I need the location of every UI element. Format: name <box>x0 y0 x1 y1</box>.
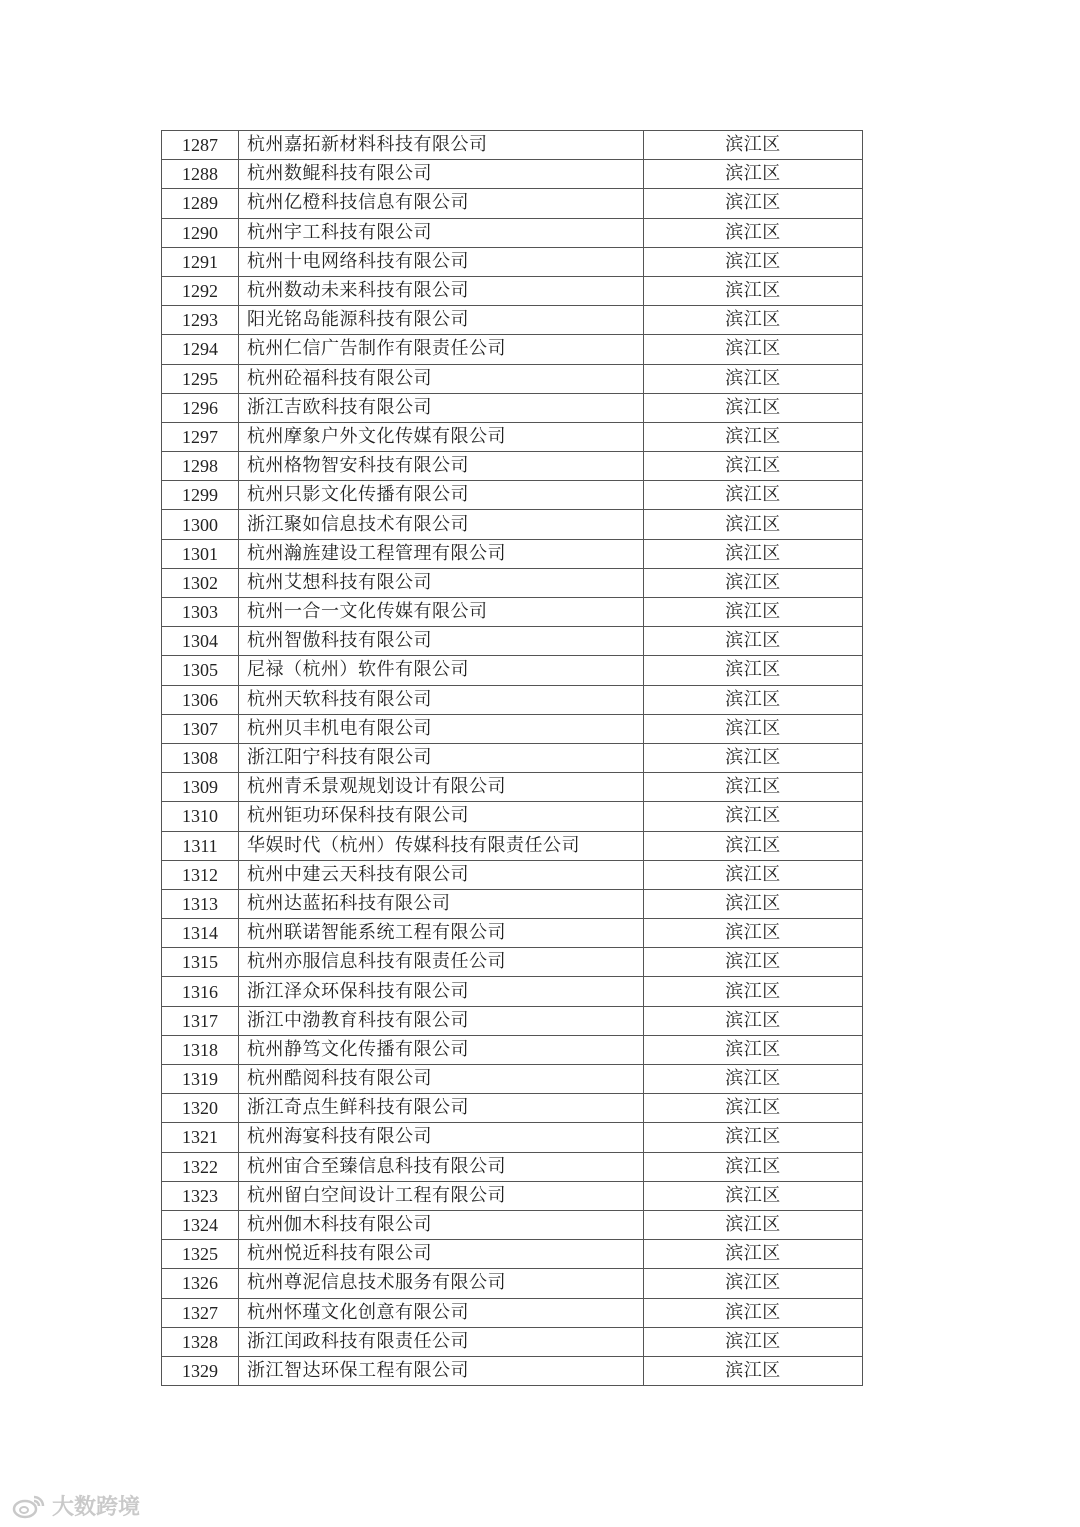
district: 滨江区 <box>644 1240 863 1269</box>
company-name: 尼禄（杭州）软件有限公司 <box>239 656 644 685</box>
district: 滨江区 <box>644 598 863 627</box>
district: 滨江区 <box>644 1065 863 1094</box>
district: 滨江区 <box>644 1269 863 1298</box>
row-number: 1303 <box>162 598 239 627</box>
district: 滨江区 <box>644 627 863 656</box>
table-row <box>162 539 863 568</box>
table-row <box>162 948 863 977</box>
company-name: 杭州酷阅科技有限公司 <box>239 1065 644 1094</box>
row-number: 1298 <box>162 452 239 481</box>
row-number: 1301 <box>162 539 239 568</box>
district: 滨江区 <box>644 1094 863 1123</box>
company-name: 杭州中建云天科技有限公司 <box>239 860 644 889</box>
table-row <box>162 160 863 189</box>
company-name: 杭州宙合至臻信息科技有限公司 <box>239 1152 644 1181</box>
district: 滨江区 <box>644 714 863 743</box>
row-number: 1325 <box>162 1240 239 1269</box>
district: 滨江区 <box>644 802 863 831</box>
row-number: 1293 <box>162 306 239 335</box>
row-number: 1328 <box>162 1327 239 1356</box>
table-row <box>162 802 863 831</box>
row-number: 1318 <box>162 1035 239 1064</box>
row-number: 1311 <box>162 831 239 860</box>
row-number: 1314 <box>162 919 239 948</box>
company-name: 浙江吉欧科技有限公司 <box>239 393 644 422</box>
district: 滨江区 <box>644 1298 863 1327</box>
row-number: 1309 <box>162 773 239 802</box>
table-row <box>162 218 863 247</box>
table-row <box>162 773 863 802</box>
company-name: 杭州智傲科技有限公司 <box>239 627 644 656</box>
company-list-table <box>161 130 863 1386</box>
company-name: 杭州格物智安科技有限公司 <box>239 452 644 481</box>
table-row <box>162 568 863 597</box>
row-number: 1288 <box>162 160 239 189</box>
row-number: 1323 <box>162 1181 239 1210</box>
company-name: 浙江聚如信息技术有限公司 <box>239 510 644 539</box>
district: 滨江区 <box>644 452 863 481</box>
table-row <box>162 860 863 889</box>
table-row <box>162 1269 863 1298</box>
table-row <box>162 131 863 160</box>
row-number: 1296 <box>162 393 239 422</box>
company-name: 浙江泽众环保科技有限公司 <box>239 977 644 1006</box>
table-row <box>162 977 863 1006</box>
row-number: 1316 <box>162 977 239 1006</box>
company-name: 杭州数鲲科技有限公司 <box>239 160 644 189</box>
row-number: 1320 <box>162 1094 239 1123</box>
table-row <box>162 306 863 335</box>
row-number: 1305 <box>162 656 239 685</box>
watermark-text: 大数跨境 <box>52 1495 141 1520</box>
company-name: 杭州十电网络科技有限公司 <box>239 247 644 276</box>
table-row <box>162 1035 863 1064</box>
company-name: 杭州静笃文化传播有限公司 <box>239 1035 644 1064</box>
row-number: 1317 <box>162 1006 239 1035</box>
row-number: 1319 <box>162 1065 239 1094</box>
district: 滨江区 <box>644 919 863 948</box>
row-number: 1312 <box>162 860 239 889</box>
table-row <box>162 1210 863 1239</box>
row-number: 1302 <box>162 568 239 597</box>
table-row <box>162 1356 863 1385</box>
company-name: 杭州怀瑾文化创意有限公司 <box>239 1298 644 1327</box>
district: 滨江区 <box>644 539 863 568</box>
row-number: 1307 <box>162 714 239 743</box>
company-name: 浙江阳宁科技有限公司 <box>239 743 644 772</box>
company-name: 杭州摩象户外文化传媒有限公司 <box>239 422 644 451</box>
company-name: 浙江闰政科技有限责任公司 <box>239 1327 644 1356</box>
company-name: 杭州海宴科技有限公司 <box>239 1123 644 1152</box>
company-name: 杭州艾想科技有限公司 <box>239 568 644 597</box>
row-number: 1329 <box>162 1356 239 1385</box>
table-row <box>162 743 863 772</box>
table-row <box>162 919 863 948</box>
district: 滨江区 <box>644 510 863 539</box>
row-number: 1290 <box>162 218 239 247</box>
row-number: 1295 <box>162 364 239 393</box>
company-name: 杭州伽木科技有限公司 <box>239 1210 644 1239</box>
table-row <box>162 335 863 364</box>
district: 滨江区 <box>644 1035 863 1064</box>
row-number: 1313 <box>162 889 239 918</box>
district: 滨江区 <box>644 948 863 977</box>
table-row <box>162 247 863 276</box>
row-number: 1308 <box>162 743 239 772</box>
company-name: 杭州宇工科技有限公司 <box>239 218 644 247</box>
row-number: 1297 <box>162 422 239 451</box>
company-name: 杭州联诺智能系统工程有限公司 <box>239 919 644 948</box>
company-name: 杭州只影文化传播有限公司 <box>239 481 644 510</box>
table-row <box>162 1006 863 1035</box>
company-name: 华娱时代（杭州）传媒科技有限责任公司 <box>239 831 644 860</box>
table-row <box>162 1065 863 1094</box>
district: 滨江区 <box>644 1123 863 1152</box>
district: 滨江区 <box>644 656 863 685</box>
district: 滨江区 <box>644 1356 863 1385</box>
company-name: 杭州仁信广告制作有限责任公司 <box>239 335 644 364</box>
district: 滨江区 <box>644 247 863 276</box>
table-row <box>162 1327 863 1356</box>
row-number: 1306 <box>162 685 239 714</box>
district: 滨江区 <box>644 276 863 305</box>
row-number: 1324 <box>162 1210 239 1239</box>
company-name: 杭州尊泥信息技术服务有限公司 <box>239 1269 644 1298</box>
table-row <box>162 452 863 481</box>
table-row <box>162 714 863 743</box>
table-row <box>162 364 863 393</box>
company-name: 杭州天软科技有限公司 <box>239 685 644 714</box>
watermark <box>12 1490 140 1521</box>
district: 滨江区 <box>644 335 863 364</box>
row-number: 1327 <box>162 1298 239 1327</box>
company-name: 杭州亦服信息科技有限责任公司 <box>239 948 644 977</box>
row-number: 1310 <box>162 802 239 831</box>
row-number: 1294 <box>162 335 239 364</box>
district: 滨江区 <box>644 1327 863 1356</box>
company-name: 杭州达蓝拓科技有限公司 <box>239 889 644 918</box>
company-name: 杭州留白空间设计工程有限公司 <box>239 1181 644 1210</box>
company-name: 浙江智达环保工程有限公司 <box>239 1356 644 1385</box>
row-number: 1291 <box>162 247 239 276</box>
table-row <box>162 1123 863 1152</box>
district: 滨江区 <box>644 364 863 393</box>
table-row <box>162 276 863 305</box>
district: 滨江区 <box>644 773 863 802</box>
district: 滨江区 <box>644 831 863 860</box>
district: 滨江区 <box>644 481 863 510</box>
table-row <box>162 831 863 860</box>
table-row <box>162 1298 863 1327</box>
row-number: 1322 <box>162 1152 239 1181</box>
company-name: 杭州数动未来科技有限公司 <box>239 276 644 305</box>
table-row <box>162 1152 863 1181</box>
row-number: 1287 <box>162 131 239 160</box>
district: 滨江区 <box>644 218 863 247</box>
district: 滨江区 <box>644 393 863 422</box>
district: 滨江区 <box>644 1210 863 1239</box>
table-row <box>162 656 863 685</box>
table-row <box>162 598 863 627</box>
table-row <box>162 1240 863 1269</box>
row-number: 1304 <box>162 627 239 656</box>
table-row <box>162 1181 863 1210</box>
row-number: 1292 <box>162 276 239 305</box>
row-number: 1289 <box>162 189 239 218</box>
table-body <box>162 131 863 1386</box>
row-number: 1315 <box>162 948 239 977</box>
district: 滨江区 <box>644 977 863 1006</box>
district: 滨江区 <box>644 743 863 772</box>
company-name: 杭州砼福科技有限公司 <box>239 364 644 393</box>
row-number: 1299 <box>162 481 239 510</box>
district: 滨江区 <box>644 306 863 335</box>
district: 滨江区 <box>644 131 863 160</box>
district: 滨江区 <box>644 685 863 714</box>
company-name: 杭州钜功环保科技有限公司 <box>239 802 644 831</box>
company-name: 杭州嘉拓新材料科技有限公司 <box>239 131 644 160</box>
company-name: 杭州亿橙科技信息有限公司 <box>239 189 644 218</box>
company-name: 杭州贝丰机电有限公司 <box>239 714 644 743</box>
table-row <box>162 481 863 510</box>
table-row <box>162 627 863 656</box>
district: 滨江区 <box>644 1006 863 1035</box>
company-name: 杭州悦近科技有限公司 <box>239 1240 644 1269</box>
table-row <box>162 1094 863 1123</box>
table-row <box>162 510 863 539</box>
company-name: 浙江奇点生鲜科技有限公司 <box>239 1094 644 1123</box>
row-number: 1326 <box>162 1269 239 1298</box>
company-name: 杭州瀚旌建设工程管理有限公司 <box>239 539 644 568</box>
district: 滨江区 <box>644 889 863 918</box>
table-row <box>162 189 863 218</box>
district: 滨江区 <box>644 860 863 889</box>
district: 滨江区 <box>644 422 863 451</box>
district: 滨江区 <box>644 189 863 218</box>
table-row <box>162 422 863 451</box>
table-row <box>162 393 863 422</box>
company-name: 杭州青禾景观规划设计有限公司 <box>239 773 644 802</box>
district: 滨江区 <box>644 1181 863 1210</box>
row-number: 1321 <box>162 1123 239 1152</box>
company-name: 阳光铭岛能源科技有限公司 <box>239 306 644 335</box>
table-row <box>162 889 863 918</box>
district: 滨江区 <box>644 160 863 189</box>
company-name: 浙江中渤教育科技有限公司 <box>239 1006 644 1035</box>
district: 滨江区 <box>644 1152 863 1181</box>
table-row <box>162 685 863 714</box>
weibo-logo-icon <box>12 1493 46 1519</box>
district: 滨江区 <box>644 568 863 597</box>
row-number: 1300 <box>162 510 239 539</box>
company-name: 杭州一合一文化传媒有限公司 <box>239 598 644 627</box>
